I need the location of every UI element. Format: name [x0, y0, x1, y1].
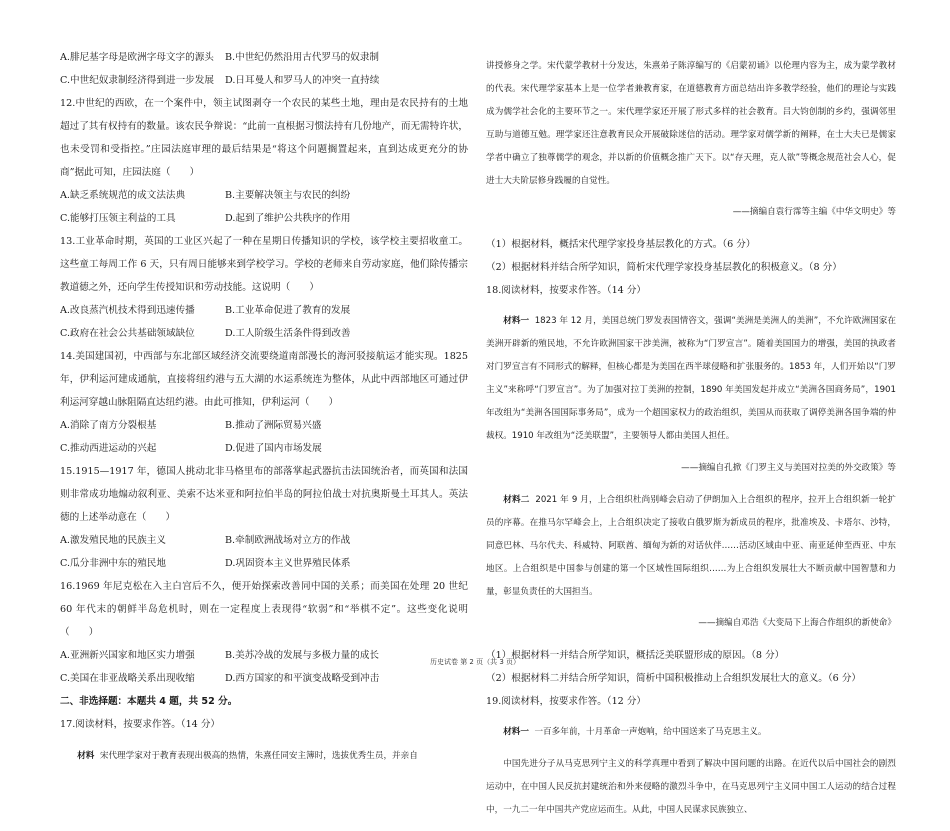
material-text: 2021 年 9 月，上合组织杜尚别峰会启动了伊朗加入上合组织的程序，拉开上合组织新一轮扩员的序幕。在推马尔罕峰会上，上合组织决定了接收白俄罗斯为新成员的程序，批准埃及、卡塔尔、沙特，同意巴林、马尔代夫、科威特、阿联酋、缅甸为新的对话伙伴……活动区域由中亚、南亚延伸至西亚、中东地区。上合组织是中国参与创建的第一个区域性国际组织……为上合组织发展壮大不断贡献中国智慧和力量，彰显负责任的大国担当。 — [486, 494, 896, 597]
q19-material-1 — [486, 721, 896, 744]
option-d: D.促进了国内市场发展 — [225, 443, 322, 454]
q18-title: 18.阅读材料，按要求作答。（14 分） — [486, 284, 647, 296]
q16-stem: 16.1969 年尼克松在入主白宫后不久，便开始探索改善同中国的关系；而美国在处理 20 世纪 60 年代末的朝鲜半岛危机时，则在一定程度上表现得“软弱”和“举棋不定”。这些变化说明（ ） — [60, 581, 468, 638]
q18-sub1: （1）根据材料一并结合所学知识，概括泛美联盟形成的原因。（8 分） — [486, 649, 785, 661]
option-a: A.改良蒸汽机技术得到迅速传播 — [60, 305, 195, 316]
material-label: 材料一 — [503, 316, 530, 327]
q17-sub2: （2）根据材料并结合所学知识，简析宋代理学家投身基层教化的积极意义。（8 分） — [486, 261, 842, 273]
q17-material-continued: 讲授修身之学。宋代蒙学教材十分发达，朱熹弟子陈淳编写的《启蒙初诵》以伦理内容为主，成为蒙学教材的代表。宋代理学家基本上是一位学者兼教育家，在道德教育方面总结出许多教学经验，他们的理论与实践成为儒学社会化的主要环节之一。宋代理学家还开展了形式多样的社会教育。吕大钧创制的乡约，强调邻里互助与道德互勉。理学家还注意教育民众开展破除迷信的活动。理学家对儒学新的阐释，在士大夫已是儒家学者中确立了独尊儒学的观念，并以新的价值概念推广天下。以“存天理，克人欲”等概念规范社会人心，促进士大夫阶层修身践履的自觉性。 — [486, 60, 896, 186]
section-heading: 二、非选择题：本题共 4 题，共 52 分。 — [60, 696, 238, 707]
q11-options — [60, 46, 468, 92]
material-text: 1823 年 12 月，美国总统门罗发表国情咨文，强调“美洲是美洲人的美洲”，不允许欧洲国家在美洲开辟新的殖民地，不允许欧洲国家干涉美洲，被称为“门罗宣言”。随着美国国力的增强，美国的执政者对门罗宣言有不同形式的解释，但核心都是为美国在西半球侵略和扩张服务的。1853 年，人们开始以“门罗主义”来称呼“门罗宣言”。为了加强对拉丁美洲的控制，1890 年美国发起并成立“美洲各国商务局”，1901 年改组为“美洲各国国际事务局”，成为一个超国家权力的政治组织，美国从而获取了调停美洲各国争端的仲裁权。1910 年改组为“泛美联盟”，主要领导人都由美国人担任。 — [486, 316, 896, 442]
option-d: D.日耳曼人和罗马人的冲突一直持续 — [225, 75, 380, 86]
material-label: 材料二 — [503, 494, 530, 505]
material-label: 材料一 — [503, 727, 529, 738]
q13-options — [60, 299, 468, 345]
option-b: B.美苏冷战的发展与多极力量的成长 — [225, 650, 380, 661]
q19-title: 19.阅读材料，按要求作答。（12 分） — [486, 695, 647, 707]
option-b: B.推动了洲际贸易兴盛 — [225, 420, 322, 431]
option-b: B.中世纪仍然沿用古代罗马的奴隶制 — [225, 52, 380, 63]
q12-stem: 12.中世纪的西欧，在一个案件中，领主试图剥夺一个农民的某些土地，理由是农民持有的土地超过了其有权持有的数量。该农民争辩说：“此前一直根据习惯法持有几份地产，而无需特许状，也未受罚和受指控。”庄园法庭审理的最后结果是“将这个问题搁置起来，直到达成更充分的协商”据此可知，庄园法庭（ ） — [60, 98, 468, 178]
option-a: A.激发殖民地的民族主义 — [60, 535, 166, 546]
q13-stem: 13.工业革命时期，英国的工业区兴起了一种在星期日传播知识的学校，该学校主要招收童工。这些童工每周工作 6 天，只有周日能够来到学校学习。学校的老师来自劳动家庭，他们除传播宗教道德之外，还向学生传授知识和劳动技能。这说明（ ） — [60, 236, 468, 293]
option-c: C.美国在非亚战略关系出现收缩 — [60, 673, 195, 684]
q17-source: ——摘编自袁行霈等主编《中华文明史》等 — [732, 207, 896, 218]
material-text: 宋代理学家对于教育表现出极高的热情，朱熹任同安主簿时，选拔优秀生员，并亲自 — [99, 750, 418, 761]
option-d: D.西方国家的和平演变战略受到冲击 — [225, 673, 380, 684]
option-a: A.亚洲新兴国家和地区实力增强 — [60, 650, 195, 661]
q18-material-2 — [486, 489, 896, 604]
option-d: D.工人阶级生活条件得到改善 — [225, 328, 351, 339]
option-c: C.推动西进运动的兴起 — [60, 443, 157, 454]
right-column — [486, 46, 896, 831]
option-c: C.瓜分非洲中东的殖民地 — [60, 558, 166, 569]
option-d: D.巩固资本主义世界殖民体系 — [225, 558, 351, 569]
q15-stem: 15.1915—1917 年，德国人挑动北非马格里布的部落掌起武器抗击法国统治者，而英国和法国则非常成功地煽动叙利亚、美索不达米亚和阿拉伯半岛的阿拉伯战士对抗奥斯曼土耳其人。英法德的上述举动意在（ ） — [60, 466, 468, 523]
q17-material — [60, 745, 468, 768]
option-b: B.主要解决领主与农民的纠纷 — [225, 190, 351, 201]
option-a: A.消除了南方分裂根基 — [60, 420, 157, 431]
option-b: B.工业革命促进了教育的发展 — [225, 305, 351, 316]
q18-material-2-source: ——摘编自邓浩《大变局下上海合作组织的新使命》 — [698, 618, 896, 629]
material-text: 一百多年前，十月革命一声炮响，给中国送来了马克思主义。 — [534, 727, 767, 738]
q12-options — [60, 184, 468, 230]
page-footer: 历史试卷 第 2 页（共 3 页） — [429, 658, 521, 666]
q14-stem: 14.美国建国初，中西部与东北部区域经济交流要绕道南部漫长的海河驳接航运才能实现。1825 年，伊利运河建成通航，直接将纽约港与五大湖的水运系统连为整体，从此中西部地区可通过伊利运河穿越山脉阻隔直达纽约港。由此可推知，伊利运河（ ） — [60, 351, 468, 408]
option-b: B.牵制欧洲战场对立方的作战 — [225, 535, 351, 546]
q14-options — [60, 414, 468, 460]
option-d: D.起到了维护公共秩序的作用 — [225, 213, 351, 224]
q15-options — [60, 529, 468, 575]
q19-material-1-continued: 中国先进分子从马克思列宁主义的科学真理中看到了解决中国问题的出路。在近代以后中国社会的剧烈运动中，在中国人民反抗封建统治和外来侵略的激烈斗争中，在马克思列宁主义同中国工人运动的结合过程中，一九二一年中国共产党应运而生。从此，中国人民谋求民族独立、 — [486, 758, 896, 815]
q16-options — [60, 644, 468, 690]
option-a: A.缺乏系统规范的成文法法典 — [60, 190, 186, 201]
q18-material-1-source: ——摘编自孔掀《门罗主义与美国对拉美的外交政策》等 — [681, 462, 896, 473]
q18-sub2: （2）根据材料二并结合所学知识，简析中国积极推动上合组织发展壮大的意义。（6 分） — [486, 672, 862, 684]
option-c: C.能够打压领主利益的工具 — [60, 213, 176, 224]
option-c: C.中世纪奴隶制经济得到进一步发展 — [60, 75, 214, 86]
option-a: A.腓尼基字母是欧洲字母文字的源头 — [60, 52, 214, 63]
option-c: C.政府在社会公共基础领域缺位 — [60, 328, 195, 339]
q18-material-1 — [486, 310, 896, 448]
q17-sub1: （1）根据材料，概括宋代理学家投身基层教化的方式。（6 分） — [486, 238, 756, 250]
q17-title: 17.阅读材料，按要求作答。（14 分） — [60, 719, 221, 730]
material-label: 材料 — [77, 750, 95, 761]
